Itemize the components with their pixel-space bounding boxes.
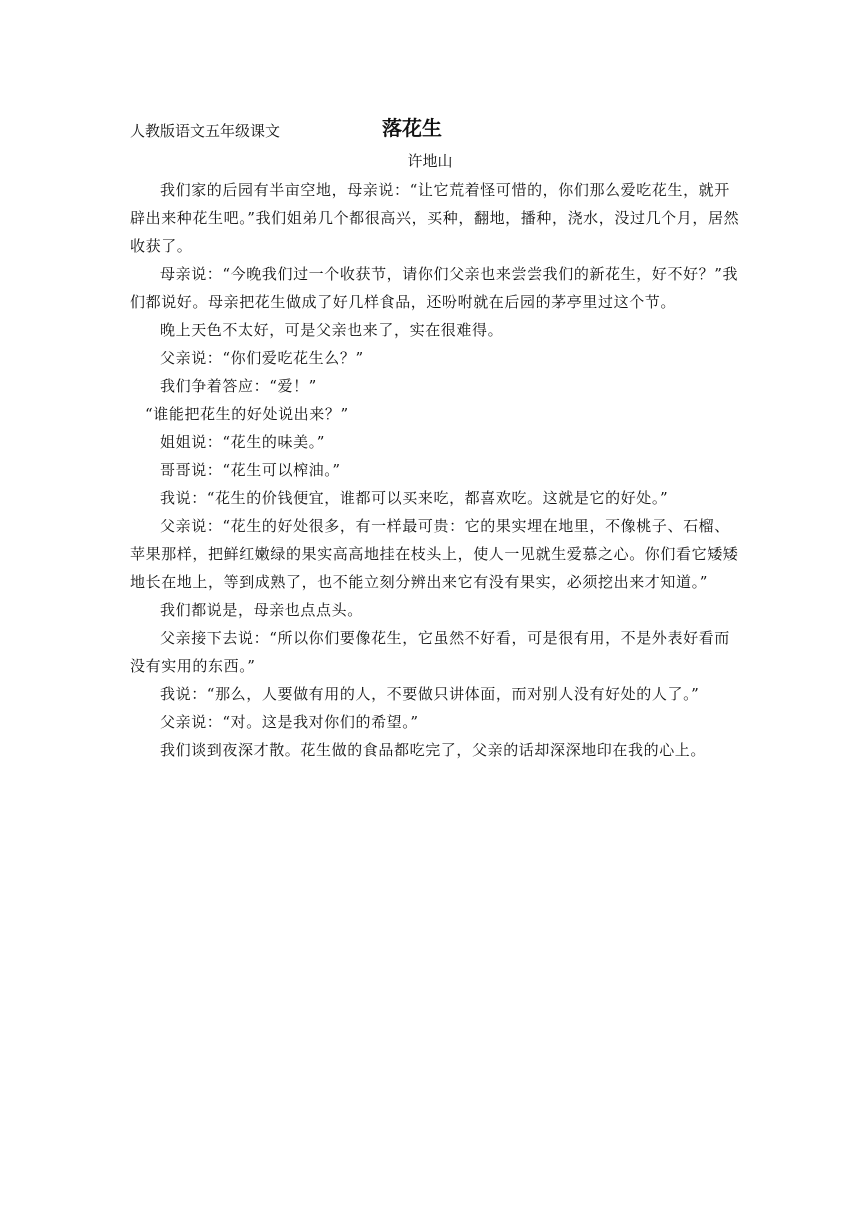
article-body — [130, 176, 740, 764]
author-name: 许地山 — [407, 152, 453, 170]
paragraph: 姐姐说：“花生的味美。” — [160, 433, 326, 451]
paragraph: 哥哥说：“花生可以榨油。” — [160, 461, 341, 479]
paragraph: 我们争着答应：“爱！” — [160, 377, 317, 395]
paragraph: 我们谈到夜深才散。花生做的食品都吃完了，父亲的话却深深地印在我的心上。 — [160, 741, 707, 759]
paragraph: 晚上天色不太好，可是父亲也来了，实在很难得。 — [160, 321, 504, 339]
paragraph: 母亲说：“今晚我们过一个收获节，请你们父亲也来尝尝我们的新花生，好不好？”我们都说好。母亲把花生做成了好几样食品，还吩咐就在后园的茅亭里过这个节。 — [130, 265, 739, 311]
document-header — [130, 112, 750, 146]
paragraph: 我说：“花生的价钱便宜，谁都可以买来吃，都喜欢吃。这就是它的好处。” — [160, 489, 669, 507]
paragraph: 我说：“那么，人要做有用的人，不要做只讲体面，而对别人没有好处的人了。” — [160, 685, 700, 703]
page-title: 落花生 — [382, 116, 442, 140]
paragraph: 我们家的后园有半亩空地，母亲说：“让它荒着怪可惜的，你们那么爱吃花生，就开辟出来种花生吧。”我们姐弟几个都很高兴，买种，翻地，播种，浇水，没过几个月，居然收获了。 — [130, 181, 740, 255]
paragraph: 父亲说：“对。这是我对你们的希望。” — [160, 713, 419, 731]
paragraph: 父亲说：“你们爱吃花生么？” — [160, 349, 364, 367]
paragraph: 父亲接下去说：“所以你们要像花生，它虽然不好看，可是很有用，不是外表好看而没有实用的东西。” — [130, 629, 730, 675]
series-label: 人教版语文五年级课文 — [130, 122, 281, 140]
paragraph: 父亲说：“花生的好处很多，有一样最可贵：它的果实埋在地里，不像桃子、石榴、苹果那样，把鲜红嫩绿的果实高高地挂在枝头上，使人一见就生爱慕之心。你们看它矮矮地长在地上，等到成熟了，也不能立刻分辨出来它有没有果实，必须挖出来才知道。” — [130, 517, 739, 591]
paragraph: 我们都说是，母亲也点点头。 — [160, 601, 363, 619]
paragraph: “谁能把花生的好处说出来？” — [145, 405, 349, 423]
